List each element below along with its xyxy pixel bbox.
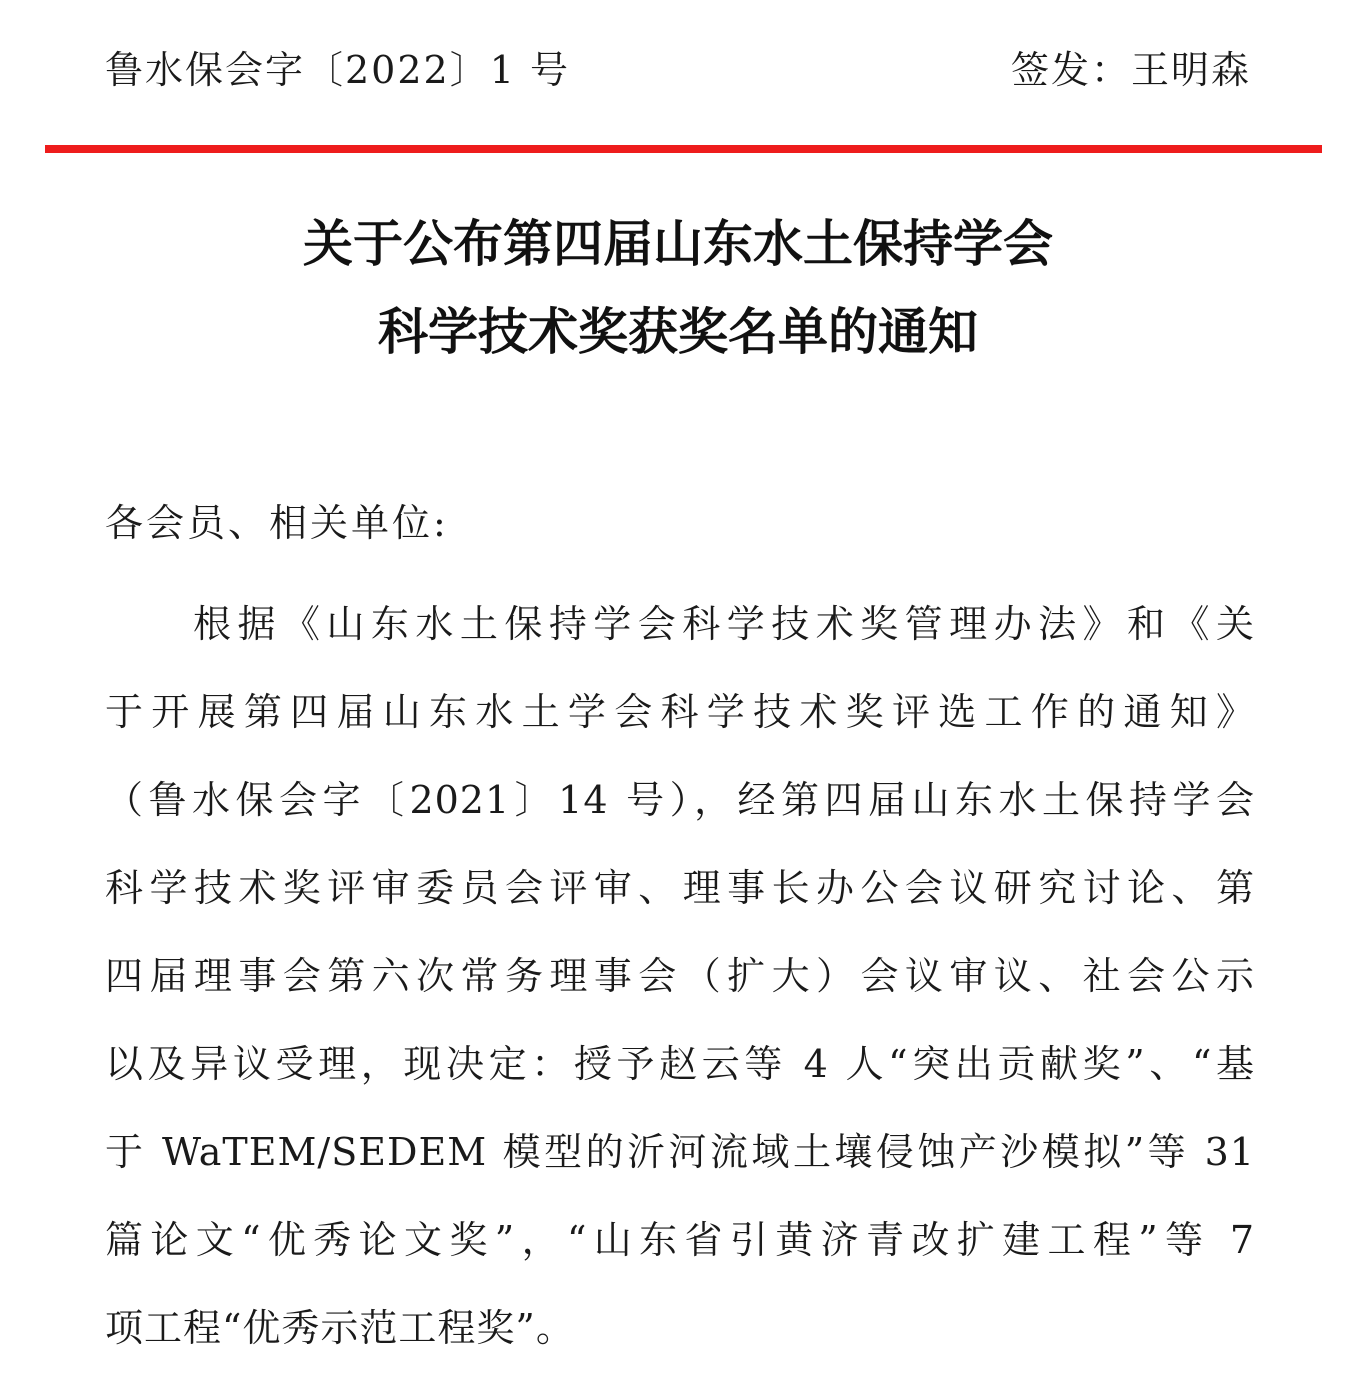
document-header: [105, 38, 1251, 94]
paragraph-line: 项工程“优秀示范工程奖”。: [105, 1306, 575, 1350]
paragraph-line: 于开展第四届山东水土学会科学技术奖评选工作的通知》: [105, 690, 1255, 734]
salutation: 各会员、相关单位:: [105, 501, 449, 545]
document-number: 鲁水保会字〔2022〕1 号: [105, 47, 570, 92]
paragraph-line: 科学技术奖评审委员会评审、理事长办公会议研究讨论、第: [105, 866, 1255, 910]
paragraph-line: （鲁水保会字〔2021〕14 号），经第四届山东水土保持学会: [105, 778, 1255, 822]
paragraph-line: 根据《山东水土保持学会科学技术奖管理办法》和《关: [193, 602, 1255, 646]
paragraph-line: 以及异议受理，现决定：授予赵云等 4 人“突出贡献奖”、“基: [105, 1042, 1255, 1086]
title-line-1: 关于公布第四届山东水土保持学会: [303, 215, 1053, 273]
paragraph-line: 四届理事会第六次常务理事会（扩大）会议审议、社会公示: [105, 954, 1255, 998]
document-title: [0, 200, 1356, 376]
body-paragraph: [105, 580, 1255, 1372]
paragraph-line: 于 WaTEM/SEDEM 模型的沂河流域土壤侵蚀产沙模拟”等 31: [105, 1130, 1255, 1174]
title-line-2: 科学技术奖获奖名单的通知: [378, 303, 978, 361]
red-divider-rule: [45, 145, 1322, 153]
signer-label: 签发：王明森: [1010, 47, 1251, 92]
paragraph-line: 篇论文“优秀论文奖”，“山东省引黄济青改扩建工程”等 7: [105, 1218, 1255, 1262]
